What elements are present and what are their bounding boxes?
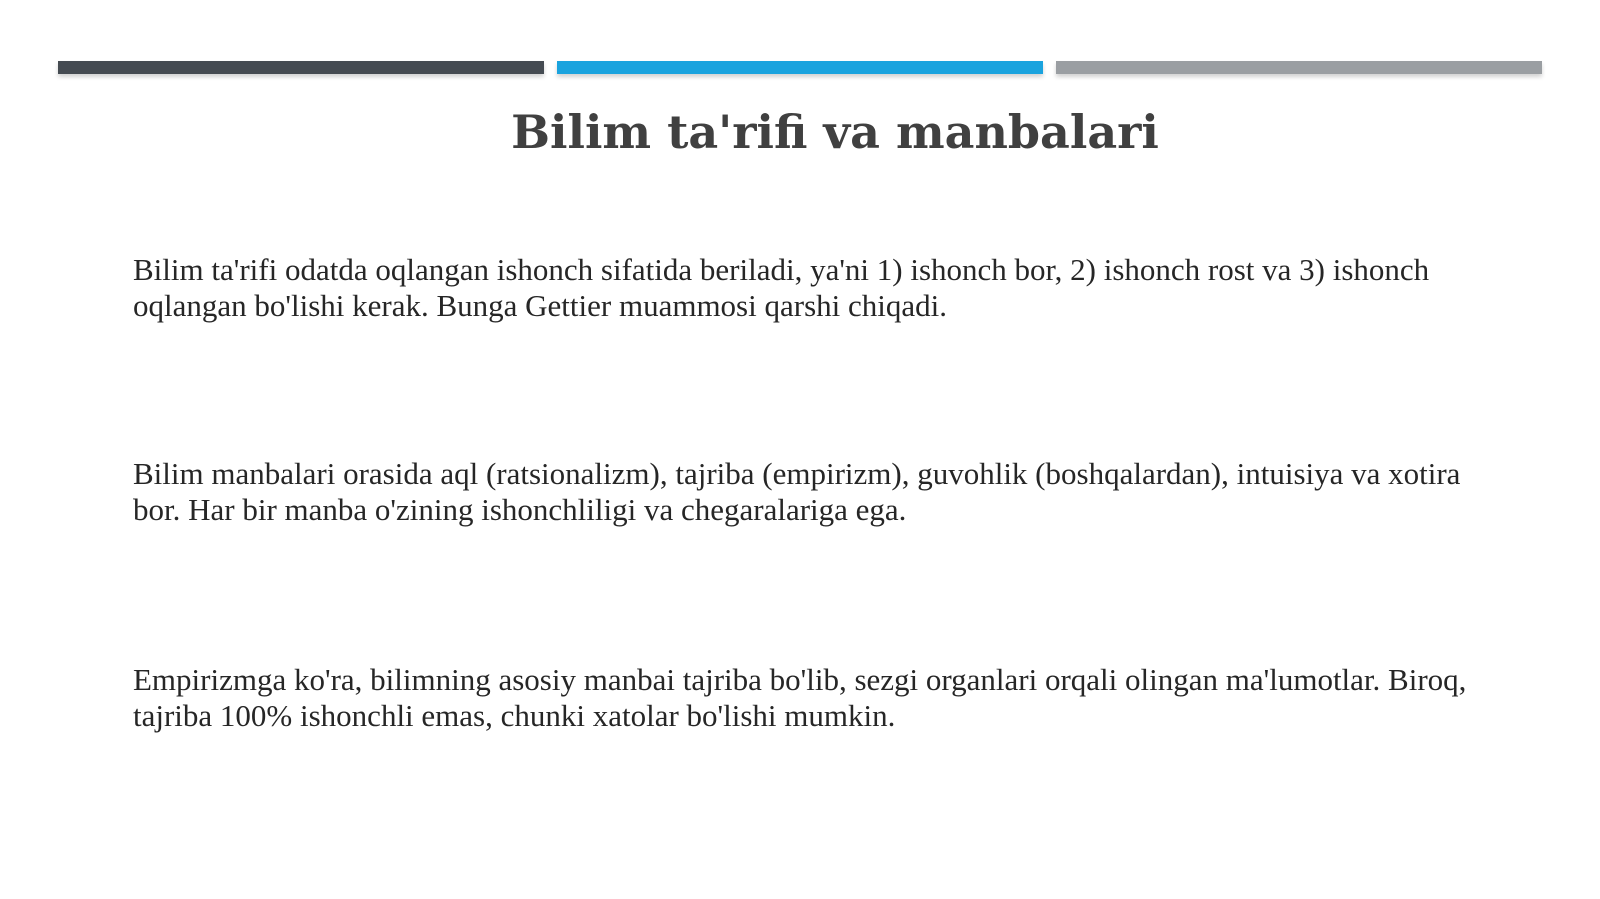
paragraph-definition: Bilim ta'rifi odatda oqlangan ishonch sifatida beriladi, ya'ni 1) ishonch bor, 2) ishonch rost va 3) ishonch oqlangan bo'lishi kerak. Bunga Gettier muammosi qarshi chiqadi. (133, 252, 1430, 323)
accent-bar-dark (58, 61, 544, 74)
paragraph-empiricism: Empirizmga ko'ra, bilimning asosiy manbai tajriba bo'lib, sezgi organlari orqali olingan ma'lumotlar. Biroq, tajriba 100% ishonchli emas, chunki xatolar bo'lishi mumkin. (133, 662, 1467, 733)
accent-bar-gray (1056, 61, 1542, 74)
paragraph-sources: Bilim manbalari orasida aql (ratsionalizm), tajriba (empirizm), guvohlik (boshqalardan), intuisiya va xotira bor. Har bir manba o'zining ishonchliligi va chegaralariga ega. (133, 456, 1461, 527)
slide-title: Bilim ta'rifi va manbalari (511, 105, 1159, 159)
accent-bar-blue (557, 61, 1043, 74)
